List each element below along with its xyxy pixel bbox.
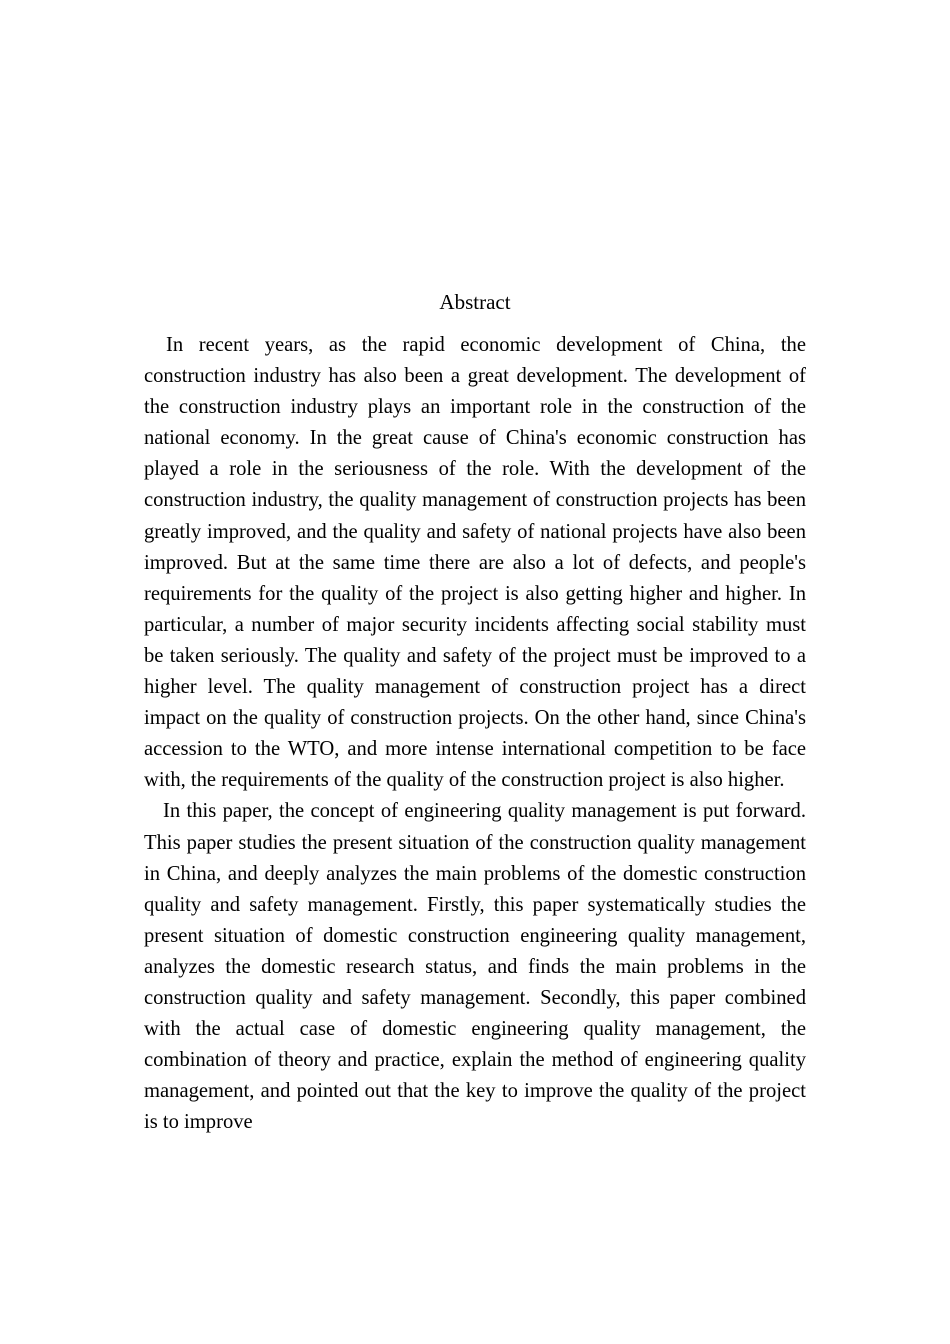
abstract-paragraph-2: In this paper, the concept of engineering quality management is put forward. This paper studies the present situation of the construction quality management in China, and deeply analyzes the main problems of the domestic construction quality and safety management. Firstly, this paper systematically studies the present situation of domestic construction engineering quality management, analyzes the domestic research status, and finds the main problems in the construction quality and safety management. Secondly, this paper combined with the actual case of domestic engineering quality management, the combination of theory and practice, explain the method of engineering quality management, and pointed out that the key to improve the quality of the project is to improve	[144, 800, 806, 1134]
abstract-body	[144, 330, 806, 1138]
abstract-paragraph-1: In recent years, as the rapid economic development of China, the construction industry has also been a great development. The development of the construction industry plays an important role in the construction of the national economy. In the great cause of China's economic construction has played a role in the seriousness of the role. With the development of the construction industry, the quality management of construction projects has been greatly improved, and the quality and safety of national projects have also been improved. But at the same time there are also a lot of defects, and people's requirements for the quality of the project is also getting higher and higher. In particular, a number of major security incidents affecting social stability must be taken seriously. The quality and safety of the project must be improved to a higher level. The quality management of construction project has a direct impact on the quality of construction projects. On the other hand, since China's accession to the WTO, and more intense international competition to be face with, the requirements of the quality of the construction project is also higher.	[144, 334, 806, 792]
abstract-heading: Abstract	[439, 290, 511, 314]
